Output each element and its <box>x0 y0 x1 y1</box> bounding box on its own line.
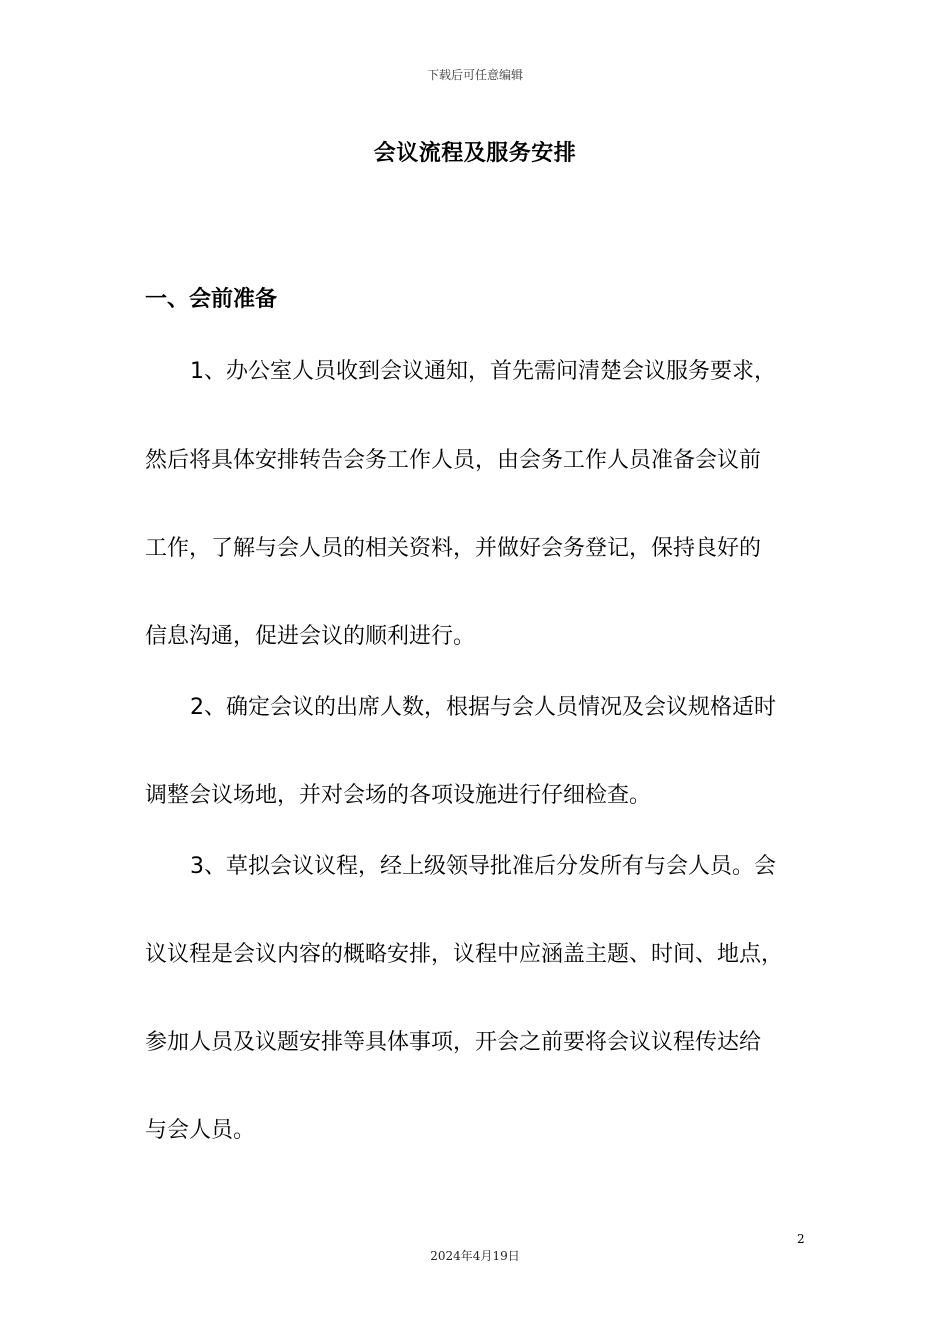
paragraph-line: 然后将具体安排转告会务工作人员，由会务工作人员准备会议前 <box>145 448 762 473</box>
paragraph-line: 参加人员及议题安排等具体事项，开会之前要将会议议程传达给 <box>145 1030 762 1055</box>
page-header: 下载后可任意编辑 <box>426 68 523 82</box>
paragraph-line: 议议程是会议内容的概略安排，议程中应涵盖主题、时间、地点， <box>145 942 784 967</box>
paragraph-line: 1、办公室人员收到会议通知，首先需问清楚会议服务要求， <box>190 359 776 384</box>
page-number: 2 <box>797 1232 805 1246</box>
paragraph-line: 3、草拟会议议程，经上级领导批准后分发所有与会人员。会 <box>190 854 776 879</box>
paragraph-line: 2、确定会议的出席人数，根据与会人员情况及会议规格适时 <box>190 695 776 720</box>
document-title: 会议流程及服务安排 <box>373 141 577 166</box>
paragraph-line: 与会人员。 <box>145 1118 256 1143</box>
footer-date: 2024年4月19日 <box>430 1249 520 1263</box>
paragraph-line: 工作，了解与会人员的相关资料，并做好会务登记，保持良好的 <box>145 536 762 561</box>
section-heading: 一、会前准备 <box>145 287 278 312</box>
paragraph-line: 调整会议场地，并对会场的各项设施进行仔细检查。 <box>145 783 652 808</box>
paragraph-line: 信息沟通，促进会议的顺利进行。 <box>145 624 476 649</box>
